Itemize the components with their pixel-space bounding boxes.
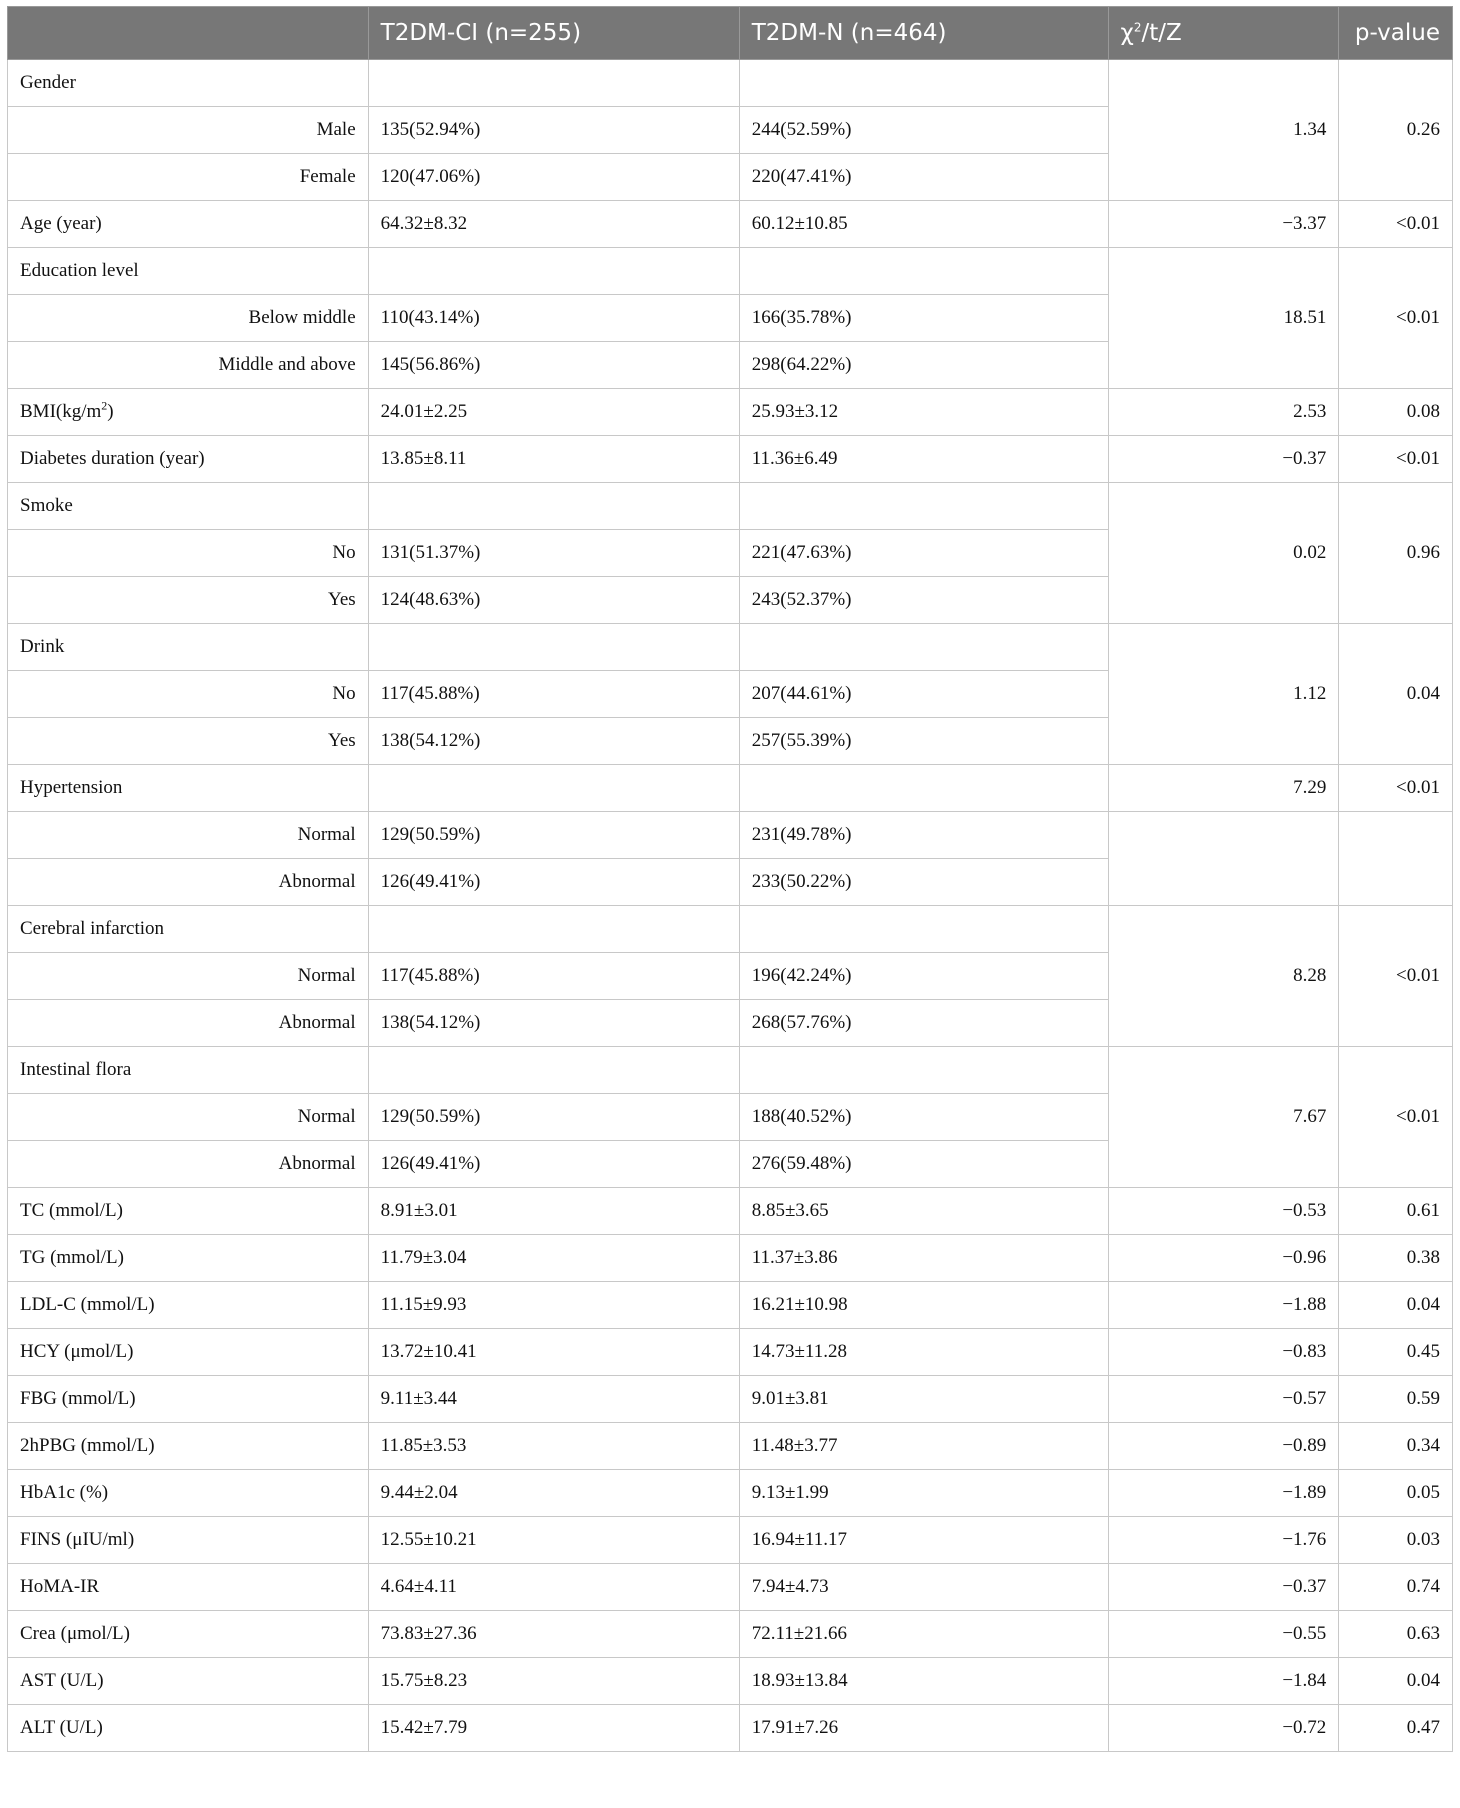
t2dm-n-value (739, 60, 1108, 107)
t2dm-ci-value: 13.85±8.11 (368, 436, 739, 483)
statistic-value: −1.76 (1108, 1517, 1339, 1564)
t2dm-ci-value: 11.15±9.93 (368, 1282, 739, 1329)
header-chi-sup: 2 (1133, 20, 1142, 35)
statistic-value: 1.12 (1108, 624, 1339, 765)
table-row (8, 624, 1453, 671)
t2dm-n-value: 16.94±11.17 (739, 1517, 1108, 1564)
row-label: Smoke (8, 483, 369, 530)
t2dm-ci-value: 138(54.12%) (368, 1000, 739, 1047)
t2dm-ci-value: 15.75±8.23 (368, 1658, 739, 1705)
row-label: FBG (mmol/L) (8, 1376, 369, 1423)
header-p-value: p-value (1339, 7, 1453, 60)
table-row (8, 1470, 1453, 1517)
table-row (8, 1611, 1453, 1658)
row-label: Drink (8, 624, 369, 671)
statistic-value: 8.28 (1108, 906, 1339, 1047)
table-row (8, 60, 1453, 107)
t2dm-ci-value: 138(54.12%) (368, 718, 739, 765)
bmi-label-end: ) (107, 401, 114, 422)
t2dm-ci-value: 15.42±7.79 (368, 1705, 739, 1752)
baseline-characteristics-table (7, 6, 1453, 1752)
t2dm-ci-value: 129(50.59%) (368, 1094, 739, 1141)
p-value: 0.04 (1339, 1282, 1453, 1329)
t2dm-ci-value: 11.85±3.53 (368, 1423, 739, 1470)
table-row (8, 1658, 1453, 1705)
row-label: Intestinal flora (8, 1047, 369, 1094)
t2dm-ci-value (368, 483, 739, 530)
row-label: ALT (U/L) (8, 1705, 369, 1752)
table-row (8, 1517, 1453, 1564)
t2dm-n-value: 18.93±13.84 (739, 1658, 1108, 1705)
row-label: HCY (μmol/L) (8, 1329, 369, 1376)
p-value: 0.38 (1339, 1235, 1453, 1282)
statistic-value: −0.55 (1108, 1611, 1339, 1658)
t2dm-ci-value: 124(48.63%) (368, 577, 739, 624)
t2dm-n-value: 11.37±3.86 (739, 1235, 1108, 1282)
p-value: 0.34 (1339, 1423, 1453, 1470)
t2dm-ci-value: 24.01±2.25 (368, 389, 739, 436)
row-label: LDL-C (mmol/L) (8, 1282, 369, 1329)
t2dm-ci-value: 64.32±8.32 (368, 201, 739, 248)
statistic-value: −0.37 (1108, 1564, 1339, 1611)
t2dm-n-value: 257(55.39%) (739, 718, 1108, 765)
statistic-value: −0.37 (1108, 436, 1339, 483)
statistic-value: −3.37 (1108, 201, 1339, 248)
t2dm-ci-value: 131(51.37%) (368, 530, 739, 577)
p-value: <0.01 (1339, 765, 1453, 812)
row-sublabel: Male (8, 107, 369, 154)
statistic-value: 18.51 (1108, 248, 1339, 389)
row-label: HoMA-IR (8, 1564, 369, 1611)
table-row (8, 906, 1453, 953)
t2dm-n-value: 298(64.22%) (739, 342, 1108, 389)
p-value: 0.05 (1339, 1470, 1453, 1517)
t2dm-ci-value: 73.83±27.36 (368, 1611, 739, 1658)
t2dm-n-value: 11.48±3.77 (739, 1423, 1108, 1470)
t2dm-n-value: 11.36±6.49 (739, 436, 1108, 483)
row-sublabel: Yes (8, 718, 369, 765)
statistic-value: −0.53 (1108, 1188, 1339, 1235)
t2dm-ci-value (368, 1047, 739, 1094)
t2dm-n-value: 221(47.63%) (739, 530, 1108, 577)
table-row (8, 1235, 1453, 1282)
t2dm-ci-value (368, 765, 739, 812)
statistic-value: −1.84 (1108, 1658, 1339, 1705)
header-statistic-rest: /t/Z (1141, 20, 1182, 46)
p-value: <0.01 (1339, 436, 1453, 483)
row-label: Cerebral infarction (8, 906, 369, 953)
t2dm-n-value: 166(35.78%) (739, 295, 1108, 342)
p-value: <0.01 (1339, 201, 1453, 248)
row-label: TG (mmol/L) (8, 1235, 369, 1282)
t2dm-n-value: 268(57.76%) (739, 1000, 1108, 1047)
row-sublabel: Middle and above (8, 342, 369, 389)
table-row (8, 1188, 1453, 1235)
header-blank (8, 7, 369, 60)
p-value: 0.04 (1339, 1658, 1453, 1705)
statistic-value: 2.53 (1108, 389, 1339, 436)
p-value: 0.96 (1339, 483, 1453, 624)
row-label: 2hPBG (mmol/L) (8, 1423, 369, 1470)
header-chi: χ (1120, 20, 1134, 46)
row-label: FINS (μIU/ml) (8, 1517, 369, 1564)
t2dm-n-value: 14.73±11.28 (739, 1329, 1108, 1376)
t2dm-ci-value: 117(45.88%) (368, 953, 739, 1000)
header-row (8, 7, 1453, 60)
statistic-value: −1.89 (1108, 1470, 1339, 1517)
header-t2dm-ci: T2DM-CI (n=255) (368, 7, 739, 60)
table-row (8, 765, 1453, 812)
t2dm-ci-value (368, 906, 739, 953)
p-value: 0.08 (1339, 389, 1453, 436)
t2dm-ci-value: 110(43.14%) (368, 295, 739, 342)
row-label: Age (year) (8, 201, 369, 248)
t2dm-ci-value: 9.11±3.44 (368, 1376, 739, 1423)
statistic-value: 7.67 (1108, 1047, 1339, 1188)
row-sublabel: Abnormal (8, 1141, 369, 1188)
row-sublabel: Abnormal (8, 859, 369, 906)
statistic-value: 0.02 (1108, 483, 1339, 624)
p-value: 0.45 (1339, 1329, 1453, 1376)
t2dm-ci-value: 12.55±10.21 (368, 1517, 739, 1564)
statistic-value: −0.96 (1108, 1235, 1339, 1282)
t2dm-n-value: 9.01±3.81 (739, 1376, 1108, 1423)
t2dm-n-value: 188(40.52%) (739, 1094, 1108, 1141)
table-row (8, 483, 1453, 530)
row-sublabel: Below middle (8, 295, 369, 342)
t2dm-n-value (739, 624, 1108, 671)
t2dm-ci-value: 126(49.41%) (368, 1141, 739, 1188)
table-row (8, 389, 1453, 436)
row-label: Crea (μmol/L) (8, 1611, 369, 1658)
row-label (8, 389, 369, 436)
t2dm-n-value: 207(44.61%) (739, 671, 1108, 718)
row-sublabel: Abnormal (8, 1000, 369, 1047)
row-label: HbA1c (%) (8, 1470, 369, 1517)
p-value: <0.01 (1339, 1047, 1453, 1188)
t2dm-n-value: 196(42.24%) (739, 953, 1108, 1000)
t2dm-n-value: 72.11±21.66 (739, 1611, 1108, 1658)
row-sublabel: Yes (8, 577, 369, 624)
table-row (8, 1564, 1453, 1611)
p-value: 0.74 (1339, 1564, 1453, 1611)
t2dm-ci-value: 9.44±2.04 (368, 1470, 739, 1517)
p-value: 0.04 (1339, 624, 1453, 765)
p-value: 0.63 (1339, 1611, 1453, 1658)
bmi-label-base: BMI(kg/m (20, 401, 102, 422)
t2dm-ci-value: 11.79±3.04 (368, 1235, 739, 1282)
t2dm-n-value (739, 1047, 1108, 1094)
t2dm-ci-value: 145(56.86%) (368, 342, 739, 389)
row-sublabel: No (8, 671, 369, 718)
t2dm-n-value: 25.93±3.12 (739, 389, 1108, 436)
statistic-value: −0.83 (1108, 1329, 1339, 1376)
statistic-value: −1.88 (1108, 1282, 1339, 1329)
t2dm-ci-value (368, 248, 739, 295)
p-value: 0.47 (1339, 1705, 1453, 1752)
t2dm-n-value: 233(50.22%) (739, 859, 1108, 906)
t2dm-n-value: 276(59.48%) (739, 1141, 1108, 1188)
row-sublabel: Normal (8, 953, 369, 1000)
row-sublabel: Normal (8, 812, 369, 859)
p-value: 0.61 (1339, 1188, 1453, 1235)
row-label: TC (mmol/L) (8, 1188, 369, 1235)
statistic-value: 7.29 (1108, 765, 1339, 812)
statistic-value: −0.57 (1108, 1376, 1339, 1423)
t2dm-n-value: 9.13±1.99 (739, 1470, 1108, 1517)
t2dm-n-value: 17.91±7.26 (739, 1705, 1108, 1752)
row-sublabel: No (8, 530, 369, 577)
statistic-value: −0.89 (1108, 1423, 1339, 1470)
p-value: 0.26 (1339, 60, 1453, 201)
p-value: <0.01 (1339, 248, 1453, 389)
t2dm-n-value (739, 483, 1108, 530)
t2dm-n-value (739, 906, 1108, 953)
table-row (8, 1047, 1453, 1094)
table-row (8, 1705, 1453, 1752)
t2dm-n-value: 220(47.41%) (739, 154, 1108, 201)
table-row (8, 436, 1453, 483)
t2dm-ci-value: 135(52.94%) (368, 107, 739, 154)
t2dm-n-value (739, 765, 1108, 812)
row-label: Gender (8, 60, 369, 107)
row-sublabel: Normal (8, 1094, 369, 1141)
statistic-empty (1108, 812, 1339, 906)
t2dm-ci-value: 13.72±10.41 (368, 1329, 739, 1376)
table-row (8, 201, 1453, 248)
t2dm-ci-value: 129(50.59%) (368, 812, 739, 859)
row-label: Diabetes duration (year) (8, 436, 369, 483)
t2dm-n-value: 16.21±10.98 (739, 1282, 1108, 1329)
row-sublabel: Female (8, 154, 369, 201)
bmi-label-sup: 2 (101, 398, 108, 413)
t2dm-ci-value: 126(49.41%) (368, 859, 739, 906)
t2dm-ci-value: 117(45.88%) (368, 671, 739, 718)
t2dm-n-value: 60.12±10.85 (739, 201, 1108, 248)
table-row (8, 1376, 1453, 1423)
t2dm-n-value (739, 248, 1108, 295)
p-value: 0.03 (1339, 1517, 1453, 1564)
t2dm-ci-value (368, 624, 739, 671)
t2dm-n-value: 8.85±3.65 (739, 1188, 1108, 1235)
t2dm-ci-value: 120(47.06%) (368, 154, 739, 201)
t2dm-n-value: 231(49.78%) (739, 812, 1108, 859)
header-t2dm-n: T2DM-N (n=464) (739, 7, 1108, 60)
table-row (8, 1423, 1453, 1470)
p-value: <0.01 (1339, 906, 1453, 1047)
statistic-value: −0.72 (1108, 1705, 1339, 1752)
row-label: Hypertension (8, 765, 369, 812)
table-row (8, 1282, 1453, 1329)
table-row (8, 1329, 1453, 1376)
t2dm-ci-value: 4.64±4.11 (368, 1564, 739, 1611)
p-value-empty (1339, 812, 1453, 906)
t2dm-ci-value (368, 60, 739, 107)
t2dm-ci-value: 8.91±3.01 (368, 1188, 739, 1235)
table-row (8, 812, 1453, 859)
t2dm-n-value: 7.94±4.73 (739, 1564, 1108, 1611)
t2dm-n-value: 244(52.59%) (739, 107, 1108, 154)
statistic-value: 1.34 (1108, 60, 1339, 201)
p-value: 0.59 (1339, 1376, 1453, 1423)
row-label: Education level (8, 248, 369, 295)
t2dm-n-value: 243(52.37%) (739, 577, 1108, 624)
row-label: AST (U/L) (8, 1658, 369, 1705)
header-statistic (1108, 7, 1339, 60)
table-row (8, 248, 1453, 295)
